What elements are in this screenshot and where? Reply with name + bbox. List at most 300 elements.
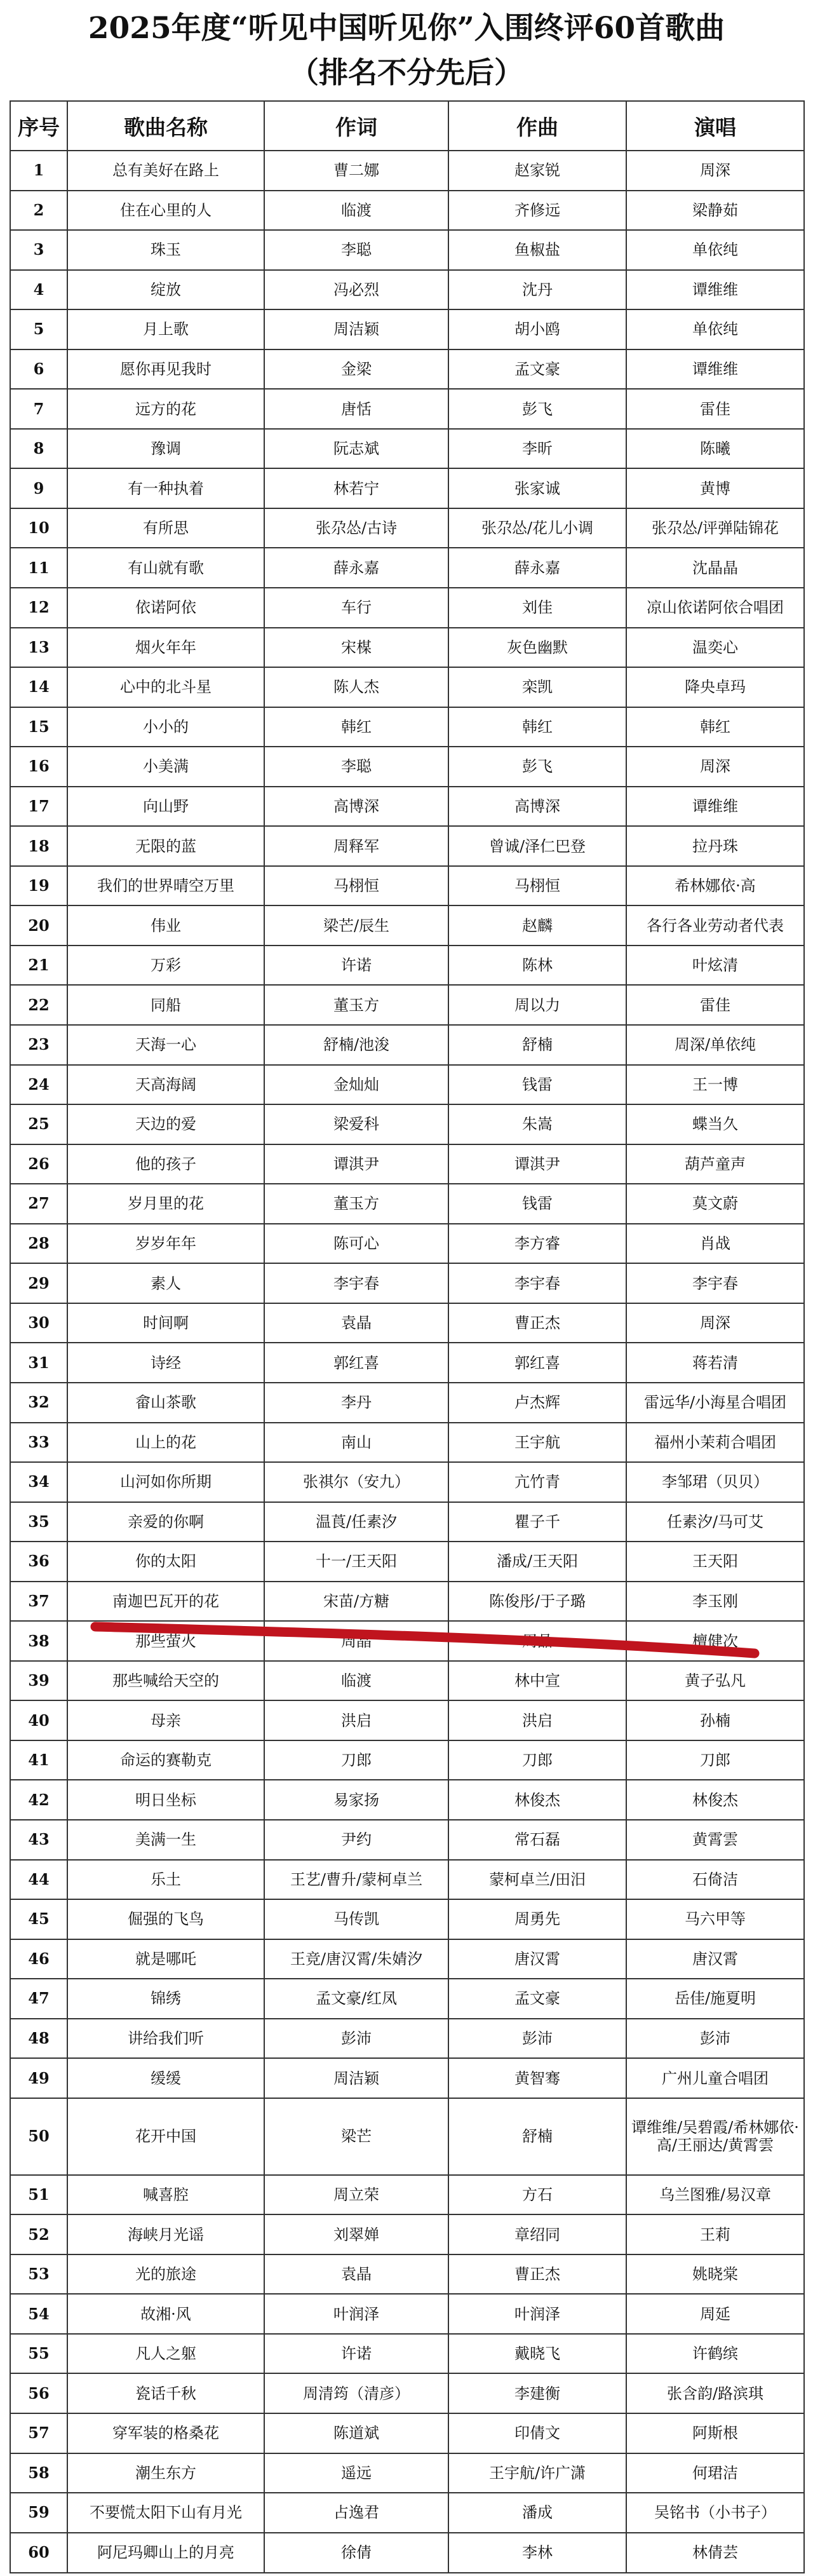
cell-no: 31 [10,1343,67,1383]
cell-song: 阿尼玛卿山上的月亮 [67,2533,264,2573]
cell-song: 岁月里的花 [67,1184,264,1224]
table-row [10,151,804,191]
cell-composer: 常石磊 [448,1820,626,1860]
cell-song: 山上的花 [67,1423,264,1463]
cell-composer: 黄智骞 [448,2058,626,2098]
cell-singer: 雷佳 [626,985,804,1025]
cell-song: 南迦巴瓦开的花 [67,1582,264,1622]
cell-no: 40 [10,1700,67,1740]
cell-composer: 方石 [448,2175,626,2215]
cell-lyricist: 李聪 [264,747,448,787]
cell-singer: 单依纯 [626,230,804,270]
table-row [10,2019,804,2059]
table-row [10,1621,804,1661]
cell-song: 有一种执着 [67,468,264,508]
cell-singer: 檀健次 [626,1621,804,1661]
cell-singer: 阿斯根 [626,2413,804,2453]
table-row [10,985,804,1025]
cell-composer: 郭红喜 [448,1343,626,1383]
cell-lyricist: 王艺/曹升/蒙柯卓兰 [264,1860,448,1900]
cell-song: 豫调 [67,429,264,469]
cell-composer: 印倩文 [448,2413,626,2453]
cell-lyricist: 周洁颖 [264,309,448,349]
cell-singer: 谭维维 [626,787,804,827]
cell-no: 28 [10,1224,67,1264]
cell-song: 喊喜腔 [67,2175,264,2215]
cell-no: 8 [10,429,67,469]
cell-composer: 王宇航/许广潇 [448,2453,626,2493]
cell-song: 有山就有歌 [67,548,264,588]
table-row [10,1065,804,1105]
cell-lyricist: 周立荣 [264,2175,448,2215]
cell-lyricist: 袁晶 [264,2254,448,2295]
cell-composer: 瞿子千 [448,1502,626,1542]
cell-composer: 周晶 [448,1621,626,1661]
cell-composer: 王宇航 [448,1423,626,1463]
table-header-row [10,101,804,151]
cell-lyricist: 董玉方 [264,985,448,1025]
table-row [10,2453,804,2493]
cell-composer: 钱雷 [448,1065,626,1105]
cell-lyricist: 韩红 [264,707,448,747]
cell-no: 9 [10,468,67,508]
cell-singer: 石倚洁 [626,1860,804,1900]
cell-lyricist: 占逸君 [264,2493,448,2533]
cell-no: 41 [10,1740,67,1780]
table-row [10,1383,804,1423]
cell-song: 绽放 [67,270,264,310]
cell-composer: 韩红 [448,707,626,747]
cell-singer: 林俊杰 [626,1780,804,1820]
cell-song: 母亲 [67,1700,264,1740]
table-row [10,1423,804,1463]
cell-lyricist: 周清筠（清彦） [264,2373,448,2413]
cell-no: 15 [10,707,67,747]
cell-no: 57 [10,2413,67,2453]
cell-singer: 王一博 [626,1065,804,1105]
cell-composer: 张家诚 [448,468,626,508]
cell-lyricist: 陈人杰 [264,667,448,707]
table-row [10,191,804,231]
cell-no: 21 [10,946,67,986]
cell-singer: 降央卓玛 [626,667,804,707]
cell-composer: 胡小鸥 [448,309,626,349]
table-row [10,270,804,310]
table-row [10,1104,804,1144]
cell-lyricist: 遥远 [264,2453,448,2493]
cell-lyricist: 周洁颖 [264,2058,448,2098]
cell-song: 伟业 [67,905,264,946]
cell-singer: 葫芦童声 [626,1144,804,1184]
cell-song: 那些萤火 [67,1621,264,1661]
cell-singer: 周深 [626,747,804,787]
cell-song: 山河如你所期 [67,1462,264,1502]
cell-singer: 雷远华/小海星合唱团 [626,1383,804,1423]
cell-song: 不要慌太阳下山有月光 [67,2493,264,2533]
cell-no: 29 [10,1263,67,1303]
cell-composer: 彭飞 [448,389,626,429]
cell-singer: 唐汉霄 [626,1939,804,1979]
cell-composer: 孟文豪 [448,1979,626,2019]
cell-lyricist: 南山 [264,1423,448,1463]
cell-composer: 曹正杰 [448,2254,626,2295]
table-row [10,1780,804,1820]
cell-song: 缓缓 [67,2058,264,2098]
cell-lyricist: 梁芒 [264,2098,448,2175]
song-list-table [10,100,805,2573]
cell-song: 凡人之躯 [67,2334,264,2374]
cell-lyricist: 周晶 [264,1621,448,1661]
cell-singer: 李邹珺（贝贝） [626,1462,804,1502]
cell-lyricist: 袁晶 [264,1303,448,1343]
cell-singer: 任素汐/马可艾 [626,1502,804,1542]
table-row [10,2175,804,2215]
header-composer: 作曲 [448,101,626,151]
cell-composer: 李林 [448,2533,626,2573]
cell-lyricist: 许诺 [264,946,448,986]
table-row [10,1582,804,1622]
cell-lyricist: 临渡 [264,191,448,231]
cell-no: 59 [10,2493,67,2533]
cell-singer: 黄博 [626,468,804,508]
cell-no: 56 [10,2373,67,2413]
cell-song: 畲山茶歌 [67,1383,264,1423]
table-row [10,826,804,866]
table-row [10,1184,804,1224]
table-row [10,429,804,469]
cell-lyricist: 徐倩 [264,2533,448,2573]
cell-song: 远方的花 [67,389,264,429]
cell-song: 美满一生 [67,1820,264,1860]
cell-song: 心中的北斗星 [67,667,264,707]
cell-composer: 灰色幽默 [448,628,626,668]
table-row [10,1263,804,1303]
cell-singer: 福州小茉莉合唱团 [626,1423,804,1463]
cell-no: 27 [10,1184,67,1224]
table-row [10,1542,804,1582]
cell-no: 4 [10,270,67,310]
cell-singer: 黄子弘凡 [626,1661,804,1701]
table-row [10,2493,804,2533]
cell-no: 13 [10,628,67,668]
cell-no: 47 [10,1979,67,2019]
cell-singer: 叶炫清 [626,946,804,986]
cell-singer: 周深 [626,151,804,191]
cell-lyricist: 薛永嘉 [264,548,448,588]
cell-no: 2 [10,191,67,231]
cell-lyricist: 刘翠婵 [264,2214,448,2254]
cell-no: 25 [10,1104,67,1144]
cell-lyricist: 易家扬 [264,1780,448,1820]
cell-song: 时间啊 [67,1303,264,1343]
table-row [10,2294,804,2334]
cell-singer: 吴铭书（小书子） [626,2493,804,2533]
table-row [10,2334,804,2374]
cell-lyricist: 郭红喜 [264,1343,448,1383]
cell-composer: 李昕 [448,429,626,469]
cell-no: 18 [10,826,67,866]
cell-song: 天高海阔 [67,1065,264,1105]
cell-no: 52 [10,2214,67,2254]
cell-composer: 张尕怂/花儿小调 [448,508,626,548]
cell-composer: 曹正杰 [448,1303,626,1343]
cell-composer: 叶润泽 [448,2294,626,2334]
cell-lyricist: 十一/王天阳 [264,1542,448,1582]
cell-no: 11 [10,548,67,588]
cell-lyricist: 车行 [264,588,448,628]
cell-lyricist: 马栩恒 [264,866,448,906]
cell-singer: 乌兰图雅/易汉章 [626,2175,804,2215]
cell-song: 他的孩子 [67,1144,264,1184]
cell-no: 24 [10,1065,67,1105]
table-row [10,1860,804,1900]
cell-no: 38 [10,1621,67,1661]
cell-singer: 莫文蔚 [626,1184,804,1224]
cell-lyricist: 叶润泽 [264,2294,448,2334]
table-row [10,1144,804,1184]
cell-composer: 李宇春 [448,1263,626,1303]
cell-lyricist: 温莨/任素汐 [264,1502,448,1542]
cell-lyricist: 彭沛 [264,2019,448,2059]
table-row [10,309,804,349]
cell-song: 你的太阳 [67,1542,264,1582]
cell-lyricist: 金灿灿 [264,1065,448,1105]
table-row [10,468,804,508]
cell-lyricist: 王竞/唐汉霄/朱婧汐 [264,1939,448,1979]
cell-composer: 周勇先 [448,1899,626,1939]
table-row [10,389,804,429]
cell-song: 同船 [67,985,264,1025]
cell-song: 花开中国 [67,2098,264,2175]
cell-song: 有所思 [67,508,264,548]
cell-singer: 林倩芸 [626,2533,804,2573]
cell-no: 1 [10,151,67,191]
cell-no: 3 [10,230,67,270]
cell-no: 45 [10,1899,67,1939]
table-row [10,1661,804,1701]
cell-composer: 林俊杰 [448,1780,626,1820]
cell-no: 20 [10,905,67,946]
cell-composer: 彭沛 [448,2019,626,2059]
cell-no: 7 [10,389,67,429]
table-row [10,508,804,548]
cell-composer: 舒楠 [448,1025,626,1065]
cell-song: 珠玉 [67,230,264,270]
cell-song: 就是哪吒 [67,1939,264,1979]
cell-song: 锦绣 [67,1979,264,2019]
cell-singer: 张尕怂/评弹陆锦花 [626,508,804,548]
cell-lyricist: 林若宁 [264,468,448,508]
cell-no: 33 [10,1423,67,1463]
table-body [10,151,804,2573]
cell-song: 命运的赛勒克 [67,1740,264,1780]
cell-lyricist: 李聪 [264,230,448,270]
cell-singer: 凉山依诺阿依合唱团 [626,588,804,628]
cell-singer: 雷佳 [626,389,804,429]
table-row [10,349,804,390]
cell-no: 30 [10,1303,67,1343]
cell-lyricist: 梁爱科 [264,1104,448,1144]
cell-composer: 彭飞 [448,747,626,787]
cell-no: 36 [10,1542,67,1582]
table-row [10,2373,804,2413]
cell-composer: 舒楠 [448,2098,626,2175]
cell-singer: 孙楠 [626,1700,804,1740]
cell-singer: 各行各业劳动者代表 [626,905,804,946]
cell-no: 48 [10,2019,67,2059]
cell-singer: 肖战 [626,1224,804,1264]
cell-singer: 沈晶晶 [626,548,804,588]
cell-no: 60 [10,2533,67,2573]
table-row [10,747,804,787]
cell-song: 月上歌 [67,309,264,349]
cell-composer: 唐汉霄 [448,1939,626,1979]
cell-song: 依诺阿依 [67,588,264,628]
table-row [10,2098,804,2175]
table-row [10,588,804,628]
cell-composer: 周以力 [448,985,626,1025]
cell-no: 17 [10,787,67,827]
table-row [10,2533,804,2573]
cell-no: 39 [10,1661,67,1701]
cell-lyricist: 刀郎 [264,1740,448,1780]
table-row [10,866,804,906]
cell-composer: 刘佳 [448,588,626,628]
cell-composer: 陈林 [448,946,626,986]
cell-singer: 谭维维 [626,270,804,310]
cell-singer: 拉丹珠 [626,826,804,866]
cell-no: 54 [10,2294,67,2334]
cell-no: 55 [10,2334,67,2374]
cell-composer: 高博深 [448,787,626,827]
cell-song: 亲爱的你啊 [67,1502,264,1542]
cell-composer: 栾凯 [448,667,626,707]
cell-singer: 广州儿童合唱团 [626,2058,804,2098]
cell-song: 住在心里的人 [67,191,264,231]
cell-no: 26 [10,1144,67,1184]
cell-singer: 温奕心 [626,628,804,668]
cell-song: 向山野 [67,787,264,827]
cell-no: 6 [10,349,67,390]
cell-singer: 谭维维 [626,349,804,390]
cell-singer: 刀郎 [626,1740,804,1780]
table-row [10,1303,804,1343]
cell-lyricist: 尹约 [264,1820,448,1860]
cell-singer: 周深/单依纯 [626,1025,804,1065]
document-subtitle: （排名不分先后） [290,55,523,90]
cell-composer: 李建衡 [448,2373,626,2413]
cell-lyricist: 张祺尔（安九） [264,1462,448,1502]
table-row [10,1502,804,1542]
cell-composer: 蒙柯卓兰/田汨 [448,1860,626,1900]
cell-lyricist: 舒楠/池浚 [264,1025,448,1065]
table-row [10,667,804,707]
cell-composer: 洪启 [448,1700,626,1740]
cell-lyricist: 金梁 [264,349,448,390]
cell-song: 倔强的飞鸟 [67,1899,264,1939]
cell-lyricist: 谭淇尹 [264,1144,448,1184]
cell-composer: 沈丹 [448,270,626,310]
cell-song: 故湘·风 [67,2294,264,2334]
cell-no: 58 [10,2453,67,2493]
cell-singer: 希林娜依·高 [626,866,804,906]
cell-no: 19 [10,866,67,906]
table-row [10,1462,804,1502]
cell-no: 35 [10,1502,67,1542]
cell-lyricist: 许诺 [264,2334,448,2374]
cell-song: 那些喊给天空的 [67,1661,264,1701]
header-no: 序号 [10,101,67,151]
cell-singer: 周延 [626,2294,804,2334]
table-row [10,1700,804,1740]
cell-composer: 赵麟 [448,905,626,946]
cell-lyricist: 宋苗/方糖 [264,1582,448,1622]
cell-song: 岁岁年年 [67,1224,264,1264]
cell-song: 海峡月光谣 [67,2214,264,2254]
cell-lyricist: 李宇春 [264,1263,448,1303]
cell-composer: 朱嵩 [448,1104,626,1144]
cell-song: 穿军装的格桑花 [67,2413,264,2453]
header-song: 歌曲名称 [67,101,264,151]
cell-no: 44 [10,1860,67,1900]
cell-song: 天海一心 [67,1025,264,1065]
table-row [10,230,804,270]
cell-song: 小小的 [67,707,264,747]
cell-song: 乐土 [67,1860,264,1900]
cell-song: 万彩 [67,946,264,986]
table-row [10,787,804,827]
table-row [10,707,804,747]
cell-song: 讲给我们听 [67,2019,264,2059]
cell-singer: 陈曦 [626,429,804,469]
cell-song: 天边的爱 [67,1104,264,1144]
cell-no: 12 [10,588,67,628]
cell-composer: 钱雷 [448,1184,626,1224]
cell-no: 46 [10,1939,67,1979]
cell-no: 50 [10,2098,67,2175]
cell-composer: 戴晓飞 [448,2334,626,2374]
cell-lyricist: 周释军 [264,826,448,866]
cell-singer: 马六甲等 [626,1899,804,1939]
cell-composer: 薛永嘉 [448,548,626,588]
cell-no: 51 [10,2175,67,2215]
cell-song: 明日坐标 [67,1780,264,1820]
cell-singer: 谭维维/吴碧霞/希林娜依·高/王丽达/黄霄雲 [626,2098,804,2175]
cell-composer: 曾诚/泽仁巴登 [448,826,626,866]
table-row [10,548,804,588]
table-row [10,1820,804,1860]
cell-lyricist: 阮志斌 [264,429,448,469]
cell-singer: 蝶当久 [626,1104,804,1144]
cell-song: 诗经 [67,1343,264,1383]
cell-lyricist: 梁芒/辰生 [264,905,448,946]
table-row [10,1224,804,1264]
table-row [10,905,804,946]
cell-composer: 齐修远 [448,191,626,231]
cell-song: 无限的蓝 [67,826,264,866]
cell-no: 42 [10,1780,67,1820]
cell-song: 我们的世界晴空万里 [67,866,264,906]
cell-lyricist: 洪启 [264,1700,448,1740]
cell-composer: 刀郎 [448,1740,626,1780]
cell-song: 愿你再见我时 [67,349,264,390]
cell-singer: 王天阳 [626,1542,804,1582]
cell-no: 22 [10,985,67,1025]
cell-singer: 许鹤缤 [626,2334,804,2374]
cell-no: 5 [10,309,67,349]
cell-lyricist: 冯必烈 [264,270,448,310]
table-row [10,1939,804,1979]
